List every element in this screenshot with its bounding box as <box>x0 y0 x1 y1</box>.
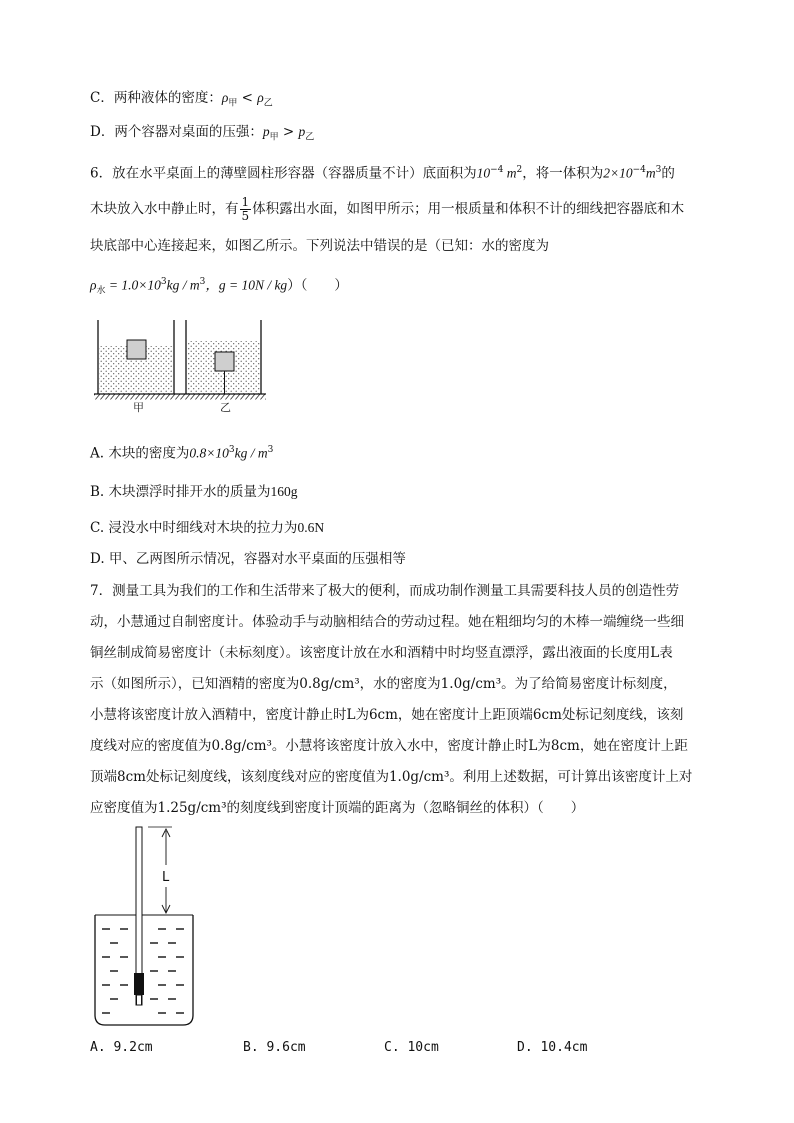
subscript-water: 水 <box>96 286 106 297</box>
unit: kg / m <box>166 277 200 293</box>
text: 体积露出水面，如图甲所示；用一根质量和体积不计的细线把容器底和木 <box>252 201 685 217</box>
label-L: L <box>162 870 170 885</box>
q7-stem-line: 小慧将该密度计放入酒精中，密度计静止时L为6cm，她在密度计上距顶端6cm处标记刻度线，该刻 <box>90 707 684 723</box>
subscript-yi: 乙 <box>263 98 273 109</box>
text: 6．放在水平桌面上的薄壁圆柱形容器（容器质量不计）底面积为 <box>90 165 477 182</box>
pressure-symbol: p <box>298 124 306 139</box>
wood-block-floating <box>127 340 146 359</box>
q7-option-d: D. 10.4cm <box>517 1040 588 1055</box>
label-jia: 甲 <box>133 401 144 414</box>
liquid-dashes <box>102 929 184 1013</box>
fraction <box>240 196 252 223</box>
exponent: 3 <box>228 445 235 455</box>
wood-block-tied <box>215 352 234 371</box>
math: 2×10 <box>603 165 633 181</box>
q7-stem-line: 铜丝制成简易密度计（未标刻度）。该密度计放在水和酒精中时均竖直漂浮，露出液面的长度用L表 <box>90 645 673 661</box>
q5-option-c <box>90 88 704 114</box>
q7-stem-line: 动，小慧通过自制密度计。体验动手与动脑相结合的劳动过程。她在粗细均匀的木棒一端缠绕一些细 <box>90 614 684 630</box>
q7-option-c: C. 10cm <box>384 1040 439 1055</box>
q7-stem-line: 示（如图所示），已知酒精的密度为0.8g/cm³，水的密度为1.0g/cm³。为了给简易密度计标刻度， <box>90 676 677 692</box>
math: 160g <box>270 484 298 499</box>
unit: m <box>503 165 517 181</box>
option-d-text: D．两个容器对桌面的压强： <box>90 124 263 140</box>
greater-than: > <box>278 124 299 140</box>
subscript-jia: 甲 <box>269 132 279 143</box>
exponent: 3 <box>655 165 662 175</box>
subscript-yi: 乙 <box>305 132 315 143</box>
text: 的 <box>661 165 675 182</box>
math: 0.6N <box>297 520 325 535</box>
math: = 1.0×10 <box>105 277 161 293</box>
q5-option-d <box>90 122 704 148</box>
container-yi <box>186 320 261 394</box>
math: 10 <box>476 165 491 181</box>
answer-bracket: ）（ ） <box>287 277 348 294</box>
q6-stem-line-2 <box>90 196 704 223</box>
q6-option-c <box>90 518 704 538</box>
option-c-text: C．两种液体的密度： <box>90 90 222 106</box>
q6-stem-line-4 <box>90 272 704 301</box>
q7-option-a: A. 9.2cm <box>90 1040 153 1055</box>
q6-option-b <box>90 482 704 502</box>
copper-wire-weight <box>134 973 144 995</box>
exponent: 2 <box>516 165 523 175</box>
rod-bottom <box>137 995 142 1005</box>
text: 木块放入水中静止时，有 <box>90 201 239 217</box>
math: 0.8×10 <box>189 445 229 461</box>
exponent: 3 <box>160 277 167 287</box>
q7-stem-line: 顶端8cm处标记刻度线，该刻度线对应的密度值为1.0g/cm³。利用上述数据，可计算出该密度计上对 <box>90 769 693 785</box>
pressure-symbol: p <box>262 124 270 139</box>
q6-figure <box>90 310 270 415</box>
label-yi: 乙 <box>220 401 231 414</box>
text: ，将一体积为 <box>522 165 604 182</box>
q7-stem-line: 应密度值为1.25g/cm³的刻度线到密度计顶端的距离为（忽略铜丝的体积）（ ） <box>90 800 585 816</box>
rho-symbol: ρ <box>221 90 229 105</box>
container-jia <box>98 320 174 394</box>
subscript-jia: 甲 <box>228 98 238 109</box>
q6-stem-line-1 <box>90 160 704 184</box>
text: D. 甲、乙两图所示情况，容器对水平桌面的压强相等 <box>90 551 406 567</box>
exponent: −4 <box>632 165 646 175</box>
unit: kg / m <box>234 445 268 461</box>
exponent: 3 <box>267 445 274 455</box>
text: A. 木块的密度为 <box>90 445 190 462</box>
less-than: < <box>237 90 258 106</box>
q6-stem-line-3 <box>90 236 704 256</box>
beaker <box>95 915 193 1025</box>
text: 块底部中心连接起来，如图乙所示。下列说法中错误的是（已知：水的密度为 <box>90 238 549 254</box>
q7-option-b: B. 9.6cm <box>243 1040 306 1055</box>
table-hatch <box>94 395 266 400</box>
exponent: −4 <box>490 165 504 175</box>
rho-symbol: ρ <box>90 277 97 293</box>
text: B. 木块漂浮时排开水的质量为 <box>90 484 271 500</box>
q7-stem-line: 度线对应的密度值为0.8g/cm³。小慧将该密度计放入水中，密度计静止时L为8cm，她在密度计上距 <box>90 738 688 754</box>
q7-stem-line: 7．测量工具为我们的工作和生活带来了极大的便利，而成功制作测量工具需要科技人员的创造性劳 <box>90 583 680 599</box>
gravity-value: ，g = 10N / kg <box>205 277 288 293</box>
denominator: 5 <box>241 209 250 223</box>
numerator: 1 <box>241 195 250 209</box>
q7-figure <box>90 825 200 1030</box>
exponent: 3 <box>199 277 206 287</box>
rho-symbol: ρ <box>257 90 264 105</box>
q6-option-d <box>90 549 704 569</box>
q6-option-a <box>90 440 704 464</box>
unit: m <box>645 165 656 181</box>
text: C. 浸没水中时细线对木块的拉力为 <box>90 520 298 536</box>
